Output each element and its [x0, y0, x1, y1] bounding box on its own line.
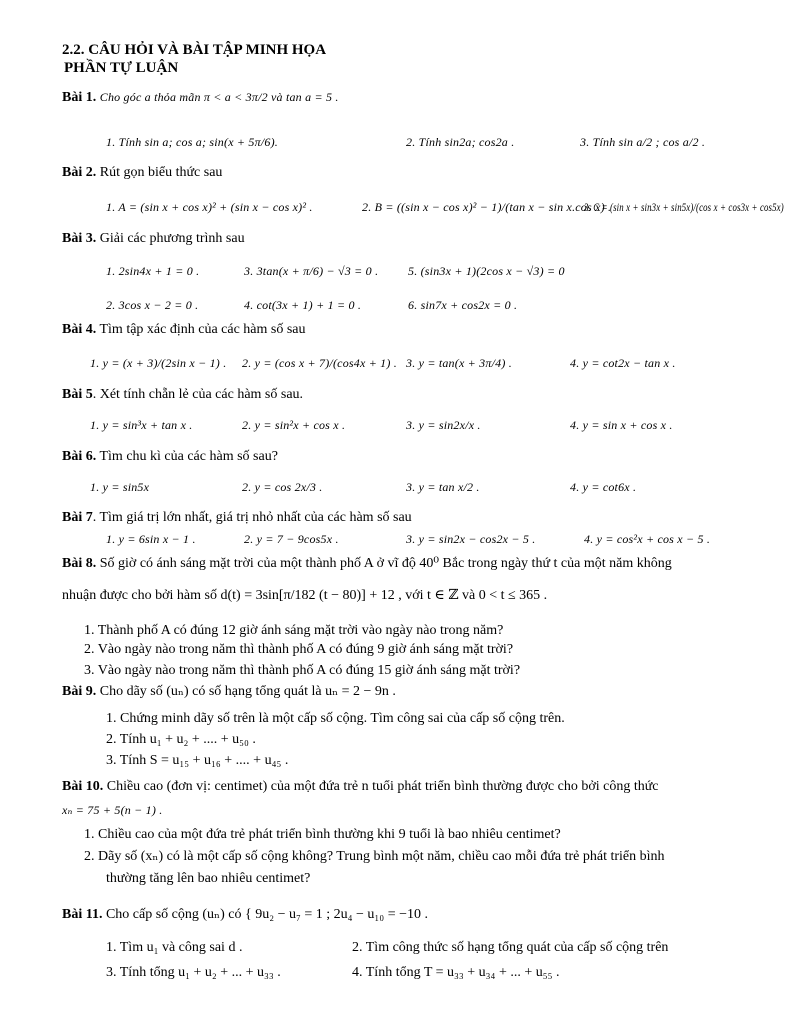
problem-1-statement: Bài 1. Cho góc a thỏa mãn π < a < 3π/2 và tan a = 5 . — [62, 90, 339, 105]
problem-6-item-3: 3. y = tan x/2 . — [406, 480, 480, 494]
problem-3-item-1: 1. 2sin4x + 1 = 0 . — [106, 264, 200, 278]
problem-7-item-1: 1. y = 6sin x − 1 . — [106, 532, 196, 546]
problem-10-item-1: 1. Chiều cao của một đứa trẻ phát triển bình thường khi 9 tuổi là bao nhiêu centimet? — [84, 827, 561, 842]
problem-3-item-4: 4. cot(3x + 1) + 1 = 0 . — [244, 298, 362, 312]
problem-7-statement: Bài 7. Tìm giá trị lớn nhất, giá trị nhỏ nhất của các hàm số sau — [62, 510, 412, 525]
problem-3-item-3: 3. 3tan(x + π/6) − √3 = 0 . — [244, 264, 379, 278]
problem-11-item-3: 3. Tính tổng u₁ + u₂ + ... + u₃₃ . — [106, 965, 281, 980]
problem-10-item-2-cont: thường tăng lên bao nhiêu centimet? — [106, 871, 311, 886]
problem-4-item-1: 1. y = (x + 3)/(2sin x − 1) . — [90, 356, 227, 370]
problem-4-item-4: 4. y = cot2x − tan x . — [570, 356, 676, 370]
problem-7-item-2: 2. y = 7 − 9cos5x . — [244, 532, 339, 546]
problem-5-item-4: 4. y = sin x + cos x . — [570, 418, 673, 432]
problem-1-item-1: 1. Tính sin a; cos a; sin(x + 5π/6). — [106, 135, 278, 149]
section-heading: 2.2. CÂU HỎI VÀ BÀI TẬP MINH HỌA — [62, 42, 327, 58]
problem-5-item-1: 1. y = sin³x + tan x . — [90, 418, 193, 432]
problem-3-item-2: 2. 3cos x − 2 = 0 . — [106, 298, 199, 312]
problem-7-item-3: 3. y = sin2x − cos2x − 5 . — [406, 532, 536, 546]
problem-2-item-1: 1. A = (sin x + cos x)² + (sin x − cos x)² . — [106, 200, 313, 214]
problem-11-item-1: 1. Tìm u₁ và công sai d . — [106, 940, 243, 955]
problem-2-item-2: 2. B = ((sin x − cos x)² − 1)/(tan x − sin x.cos x) . — [362, 200, 612, 214]
problem-11-item-2: 2. Tìm công thức số hạng tổng quát của cấp số cộng trên — [352, 940, 669, 955]
problem-9-item-2: 2. Tính u₁ + u₂ + .... + u₅₀ . — [106, 732, 256, 747]
problem-5-item-2: 2. y = sin²x + cos x . — [242, 418, 346, 432]
problem-5-item-3: 3. y = sin2x/x . — [406, 418, 481, 432]
problem-6-item-4: 4. y = cot6x . — [570, 480, 637, 494]
problem-10-statement-cont: xₙ = 75 + 5(n − 1) . — [62, 803, 163, 817]
problem-11-statement: Bài 11. Cho cấp số cộng (uₙ) có { 9u₂ − u₇ = 1 ; 2u₄ − u₁₀ = −10 . — [62, 907, 428, 922]
part-heading: PHẦN TỰ LUẬN — [64, 60, 179, 76]
problem-1-item-2: 2. Tính sin2a; cos2a . — [406, 135, 515, 149]
problem-2-item-3: 3. C = (sin x + sin3x + sin5x)/(cos x + cos3x + cos5x) — [584, 200, 784, 214]
problem-5-statement: Bài 5. Xét tính chẵn lẻ của các hàm số sau. — [62, 387, 304, 402]
problem-6-item-2: 2. y = cos 2x/3 . — [242, 480, 323, 494]
problem-3-item-5: 5. (sin3x + 1)(2cos x − √3) = 0 — [408, 264, 565, 278]
problem-2-statement: Bài 2. Rút gọn biểu thức sau — [62, 165, 223, 180]
problem-7-item-4: 4. y = cos²x + cos x − 5 . — [584, 532, 711, 546]
problem-10-item-2: 2. Dãy số (xₙ) có là một cấp số cộng không? Trung bình một năm, chiều cao mỗi đứa trẻ phát triển bình — [84, 849, 665, 864]
problem-8-statement: Bài 8. Số giờ có ánh sáng mặt trời của một thành phố A ở vĩ độ 40⁰ Bắc trong ngày thứ t của một năm không — [62, 556, 672, 571]
problem-8-statement-cont: nhuận được cho bởi hàm số d(t) = 3sin[π/182 (t − 80)] + 12 , với t ∈ ℤ và 0 < t ≤ 365 . — [62, 588, 548, 603]
problem-3-statement: Bài 3. Giải các phương trình sau — [62, 231, 245, 246]
problem-10-statement: Bài 10. Chiều cao (đơn vị: centimet) của một đứa trẻ n tuổi phát triển bình thường được cho bởi công thức — [62, 779, 659, 794]
problem-4-item-2: 2. y = (cos x + 7)/(cos4x + 1) . — [242, 356, 397, 370]
problem-1-item-3: 3. Tính sin a/2 ; cos a/2 . — [580, 135, 706, 149]
problem-9-item-3: 3. Tính S = u₁₅ + u₁₆ + .... + u₄₅ . — [106, 753, 289, 768]
problem-4-statement: Bài 4. Tìm tập xác định của các hàm số sau — [62, 322, 306, 337]
problem-8-item-1: 1. Thành phố A có đúng 12 giờ ánh sáng mặt trời vào ngày nào trong năm? — [84, 623, 504, 638]
problem-8-item-2: 2. Vào ngày nào trong năm thì thành phố A có đúng 9 giờ ánh sáng mặt trời? — [84, 642, 514, 657]
problem-9-item-1: 1. Chứng minh dãy số trên là một cấp số cộng. Tìm công sai của cấp số cộng trên. — [106, 711, 565, 726]
problem-4-item-3: 3. y = tan(x + 3π/4) . — [406, 356, 512, 370]
problem-8-item-3: 3. Vào ngày nào trong năm thì thành phố A có đúng 15 giờ ánh sáng mặt trời? — [84, 663, 521, 678]
problem-11-item-4: 4. Tính tổng T = u₃₃ + u₃₄ + ... + u₅₅ . — [352, 965, 560, 980]
problem-3-item-6: 6. sin7x + cos2x = 0 . — [408, 298, 518, 312]
problem-6-statement: Bài 6. Tìm chu kì của các hàm số sau? — [62, 449, 278, 464]
problem-9-statement: Bài 9. Cho dãy số (uₙ) có số hạng tổng quát là uₙ = 2 − 9n . — [62, 684, 396, 699]
problem-6-item-1: 1. y = sin5x — [90, 480, 150, 494]
